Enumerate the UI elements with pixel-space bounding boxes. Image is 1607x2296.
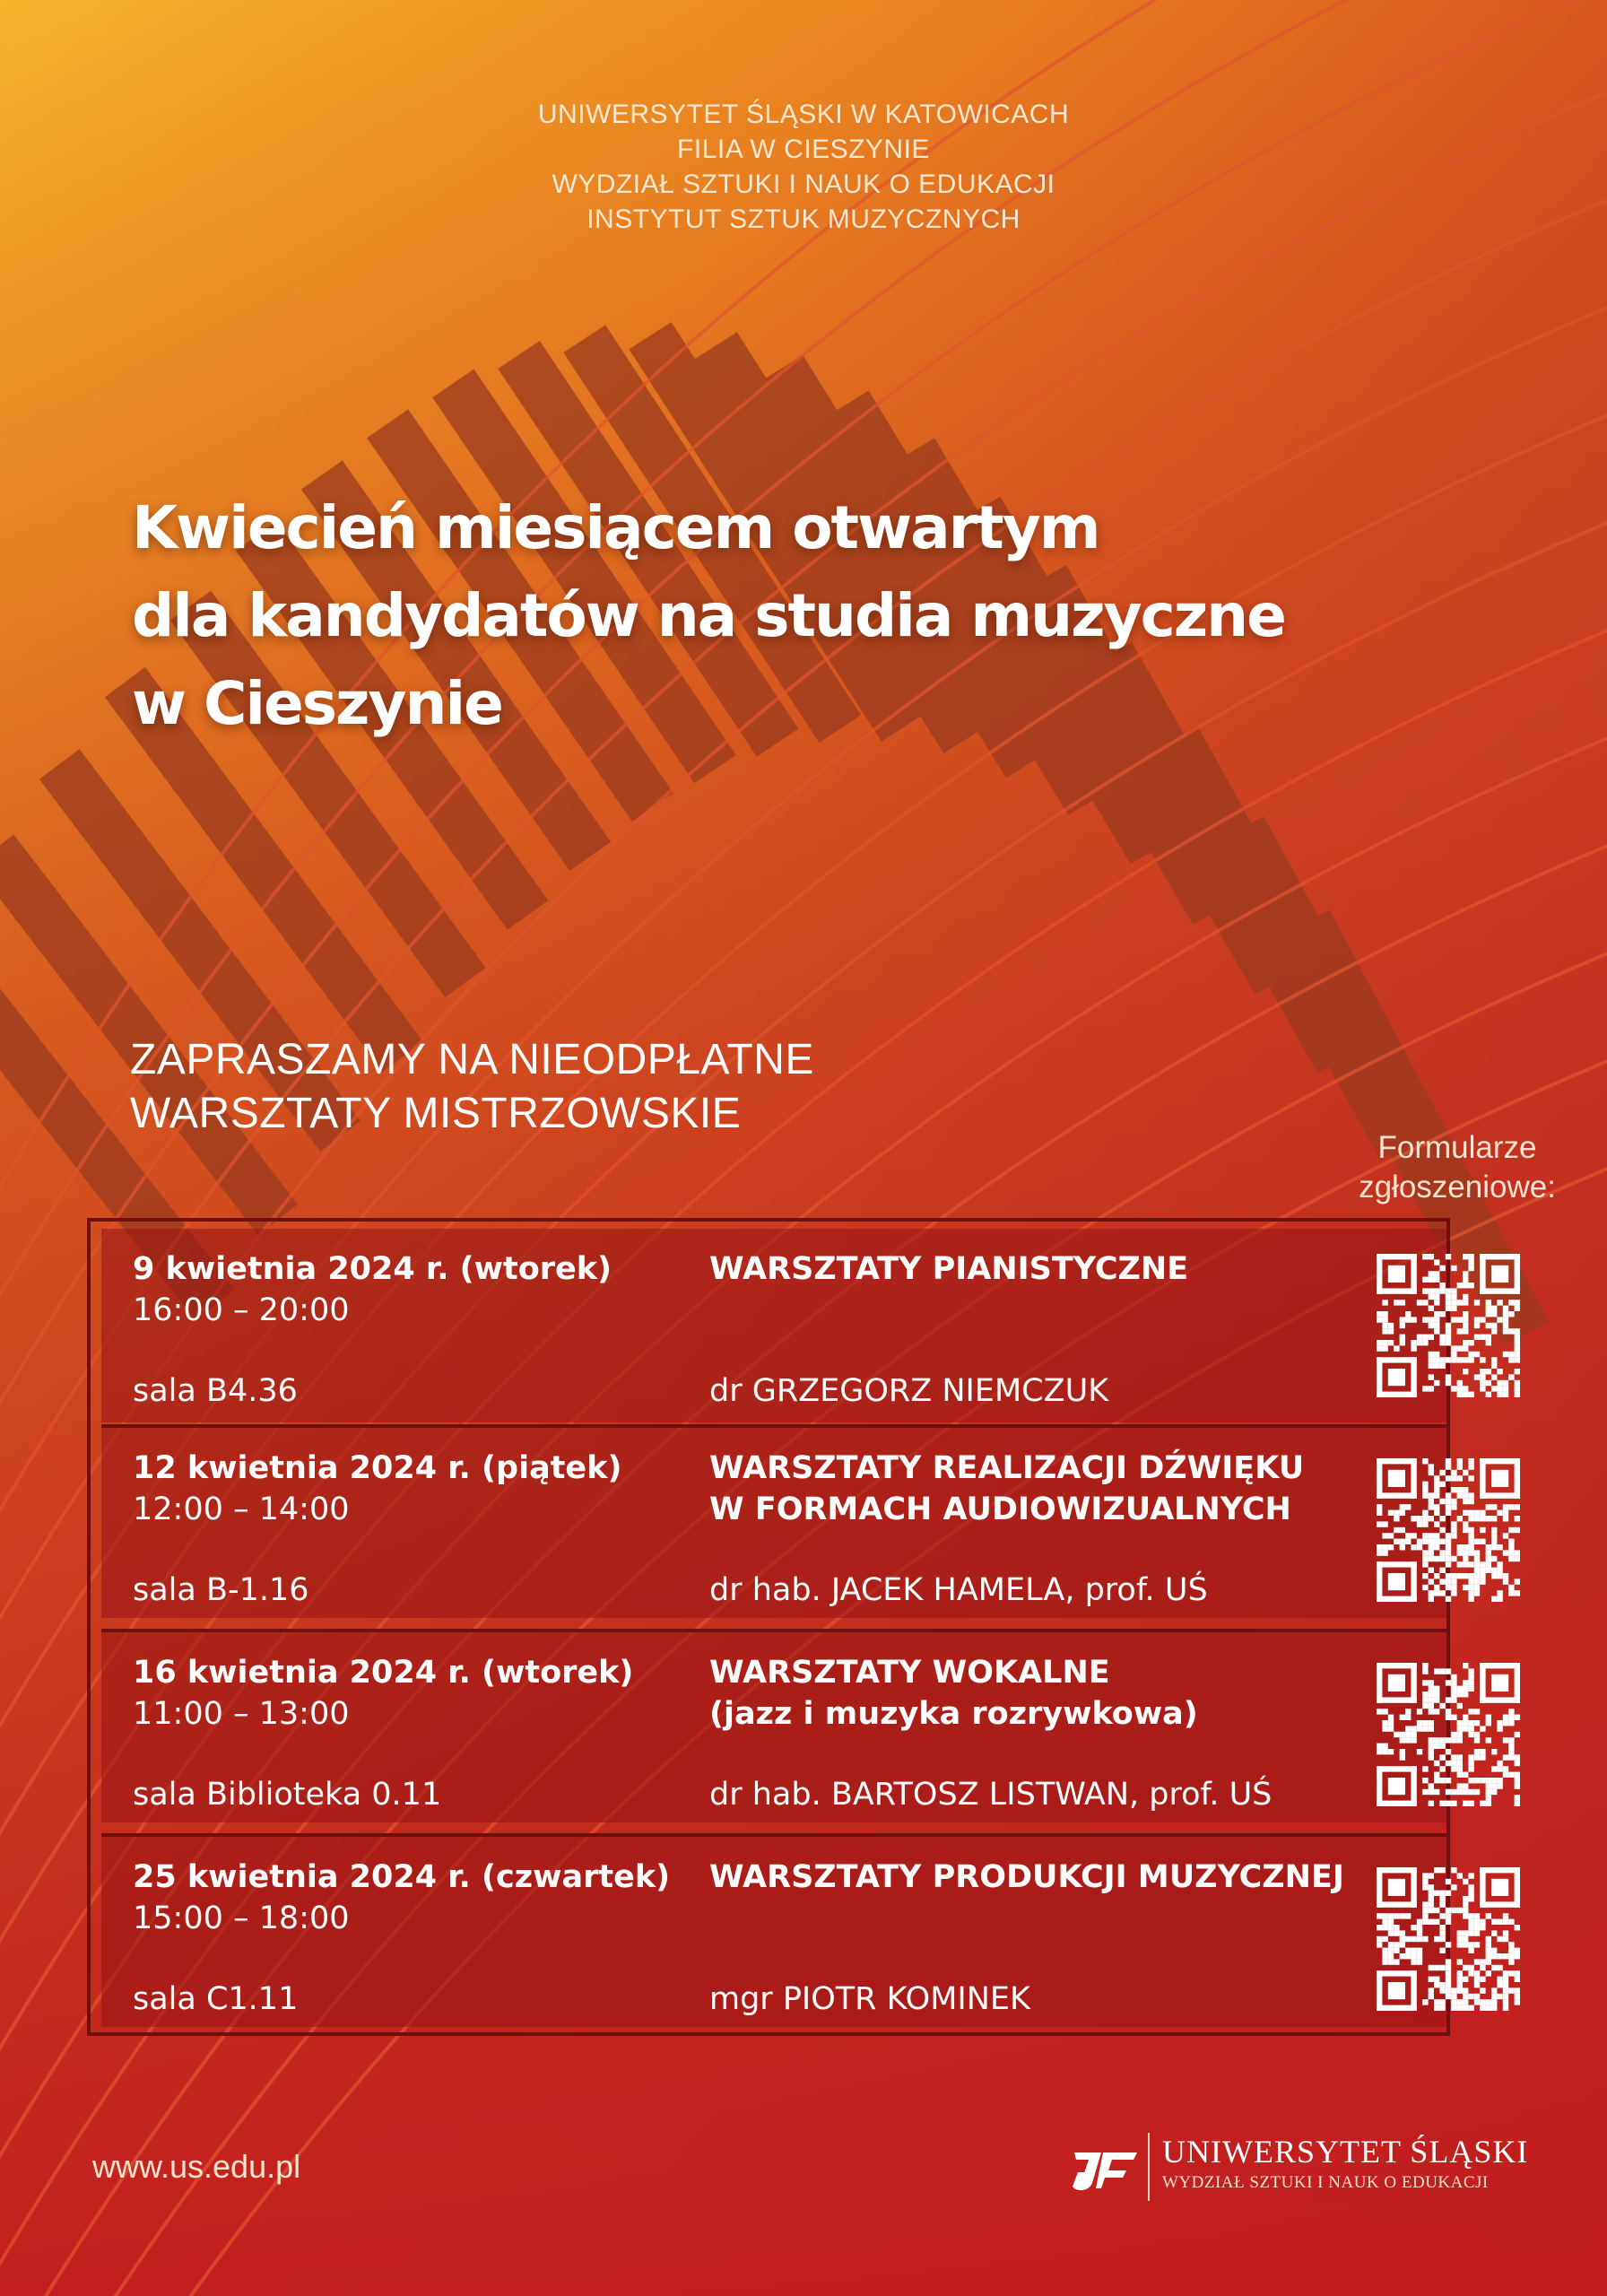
workshop-date: 16 kwietnia 2024 r. (wtorek) — [133, 1655, 634, 1691]
workshop-title-line-1: WARSZTATY REALIZACJI DŹWIĘKU — [709, 1450, 1305, 1486]
workshop-title-line-1: WARSZTATY WOKALNE — [709, 1655, 1110, 1691]
workshop-title — [709, 1248, 1188, 1290]
title-line-1: Kwiecień miesiącem otwartym — [132, 493, 1099, 562]
qr-code-realizacji-dzwieku[interactable] — [1377, 1458, 1520, 1602]
header-faculty: WYDZIAŁ SZTUKI I NAUK O EDUKACJI — [552, 170, 1055, 199]
workshop-schedule-table — [87, 1218, 1450, 2036]
workshop-row — [101, 1833, 1446, 2027]
university-emblem-icon — [1065, 2136, 1142, 2199]
registration-forms-label — [1309, 1128, 1605, 1207]
workshop-time: 12:00 – 14:00 — [133, 1492, 350, 1527]
workshop-room: sala Biblioteka 0.11 — [133, 1777, 442, 1813]
institution-header — [0, 97, 1607, 237]
invitation-line-1: ZAPRASZAMY NA NIEODPŁATNE — [130, 1036, 814, 1083]
workshop-room: sala B4.36 — [133, 1373, 298, 1409]
logo-divider — [1148, 2133, 1150, 2201]
university-logo — [1065, 2133, 1532, 2205]
workshop-room: sala C1.11 — [133, 1981, 299, 2017]
workshop-instructor: dr hab. JACEK HAMELA, prof. UŚ — [709, 1572, 1208, 1608]
workshop-title-line-2: W FORMACH AUDIOWIZUALNYCH — [709, 1492, 1291, 1527]
title-line-3: w Cieszynie — [132, 669, 502, 738]
header-branch: FILIA W CIESZYNIE — [677, 135, 930, 164]
workshop-date: 25 kwietnia 2024 r. (czwartek) — [133, 1859, 671, 1895]
workshop-room: sala B-1.16 — [133, 1572, 309, 1608]
workshop-date: 12 kwietnia 2024 r. (piątek) — [133, 1450, 622, 1486]
workshop-instructor: dr hab. BARTOSZ LISTWAN, prof. UŚ — [709, 1777, 1273, 1813]
logo-university-name: UNIWERSYTET ŚLĄSKI — [1162, 2134, 1529, 2170]
workshop-date: 9 kwietnia 2024 r. (wtorek) — [133, 1251, 612, 1287]
header-institute: INSTYTUT SZTUK MUZYCZNYCH — [586, 204, 1021, 234]
page-title — [132, 484, 1477, 748]
forms-label-line-1: Formularze — [1377, 1130, 1537, 1165]
title-line-2: dla kandydatów na studia muzyczne — [132, 581, 1285, 650]
workshop-title — [709, 1652, 1198, 1735]
invitation-heading — [130, 1033, 814, 1141]
workshop-title-line-1: WARSZTATY PRODUKCJI MUZYCZNEJ — [709, 1859, 1344, 1895]
workshop-instructor: dr GRZEGORZ NIEMCZUK — [709, 1373, 1109, 1409]
workshop-title-line-1: WARSZTATY PIANISTYCZNE — [709, 1251, 1189, 1287]
header-university: UNIWERSYTET ŚLĄSKI W KATOWICACH — [537, 100, 1070, 129]
workshop-time: 16:00 – 20:00 — [133, 1292, 350, 1328]
forms-label-line-2: zgłoszeniowe: — [1359, 1170, 1556, 1205]
qr-code-pianistyczne[interactable] — [1377, 1254, 1520, 1397]
qr-code-wokalne[interactable] — [1377, 1663, 1520, 1806]
workshop-time: 15:00 – 18:00 — [133, 1900, 350, 1936]
invitation-line-2: WARSZTATY MISTRZOWSKIE — [130, 1090, 742, 1137]
logo-faculty-name: WYDZIAŁ SZTUKI I NAUK O EDUKACJI — [1162, 2173, 1489, 2192]
workshop-row — [101, 1629, 1446, 1822]
workshop-time: 11:00 – 13:00 — [133, 1696, 350, 1732]
workshop-title — [709, 1857, 1344, 1898]
qr-code-produkcji-muzycznej[interactable] — [1377, 1867, 1520, 2011]
workshop-row — [101, 1229, 1446, 1422]
workshop-row — [101, 1424, 1446, 1618]
workshop-instructor: mgr PIOTR KOMINEK — [709, 1981, 1030, 2017]
workshop-title — [709, 1448, 1304, 1530]
website-link[interactable]: www.us.edu.pl — [92, 2148, 301, 2185]
workshop-title-line-2: (jazz i muzyka rozrywkowa) — [709, 1696, 1198, 1732]
